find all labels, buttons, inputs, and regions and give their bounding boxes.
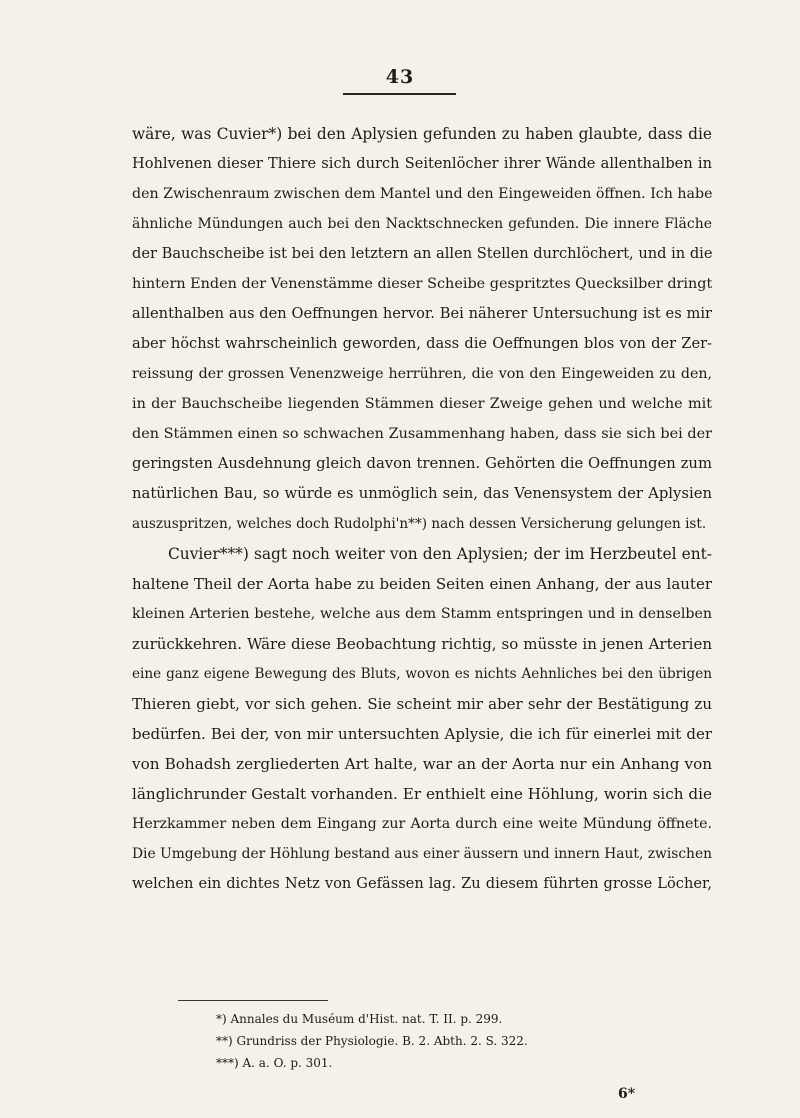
signature-mark: 6* [618,1086,636,1102]
text-line: eine ganz eigene Bewegung des Bluts, wovon es nichts Aehnliches bei den übrigen [132,666,712,682]
page-number: 43 [385,66,415,88]
text-line: Cuvier***) sagt noch weiter von den Aplysien; der im Herzbeutel ent- [168,545,712,563]
text-line: den Zwischenraum zwischen dem Mantel und den Eingeweiden öffnen. Ich habe [132,186,713,202]
text-line: reissung der grossen Venenzweige herrühren, die von den Eingeweiden zu den, [132,366,712,382]
footnote-rule [178,1000,328,1001]
text-line: Herzkammer neben dem Eingang zur Aorta durch eine weite Mündung öffnete. [132,816,712,832]
text-line: haltene Theil der Aorta habe zu beiden Seiten einen Anhang, der aus lauter [132,575,712,593]
text-line: hintern Enden der Venenstämme dieser Scheibe gespritztes Quecksilber dringt [132,276,713,292]
text-line: von Bohadsh zergliederten Art halte, war an der Aorta nur ein Anhang von [132,755,712,773]
text-line: aber höchst wahrscheinlich geworden, dass die Oeffnungen blos von der Zer- [132,335,712,352]
footnote: **) Grundriss der Physiologie. B. 2. Abth. 2. S. 322. [216,1034,528,1048]
text-line: Hohlvenen dieser Thiere sich durch Seitenlöcher ihrer Wände allenthalben in [132,155,712,172]
text-line: der Bauchscheibe ist bei den letztern an allen Stellen durchlöchert, und in die [132,245,713,262]
text-line: in der Bauchscheibe liegenden Stämmen dieser Zweige gehen und welche mit [132,396,712,412]
text-line: natürlichen Bau, so würde es unmöglich sein, das Venensystem der Aplysien [132,485,712,502]
text-line: länglichrunder Gestalt vorhanden. Er enthielt eine Höhlung, worin sich die [132,785,712,803]
footnote: *) Annales du Muséum d'Hist. nat. T. II. p. 299. [216,1012,503,1026]
text-line: welchen ein dichtes Netz von Gefässen lag. Zu diesem führten grosse Löcher, [132,875,712,892]
text-line: Die Umgebung der Höhlung bestand aus einer äussern und innern Haut, zwischen [132,846,712,862]
text-line: allenthalben aus den Oeffnungen hervor. Bei näherer Untersuchung ist es mir [132,305,712,322]
text-line: ähnliche Mündungen auch bei den Nacktschnecken gefunden. Die innere Fläche [132,216,712,232]
text-line: kleinen Arterien bestehe, welche aus dem Stamm entspringen und in denselben [132,606,712,622]
text-line: Thieren giebt, vor sich gehen. Sie scheint mir aber sehr der Bestätigung zu [132,695,712,713]
text-line: auszuspritzen, welches doch Rudolphi'n**) nach dessen Versicherung gelungen ist. [132,516,707,532]
header-rule [343,93,456,95]
footnote: ***) A. a. O. p. 301. [216,1056,333,1070]
text-line: wäre, was Cuvier*) bei den Aplysien gefunden zu haben glaubte, dass die [132,125,712,143]
text-line: zurückkehren. Wäre diese Beobachtung richtig, so müsste in jenen Arterien [132,635,712,653]
text-line: den Stämmen einen so schwachen Zusammenhang haben, dass sie sich bei der [132,426,712,442]
text-line: geringsten Ausdehnung gleich davon trennen. Gehörten die Oeffnungen zum [132,455,712,472]
text-line: bedürfen. Bei der, von mir untersuchten Aplysie, die ich für einerlei mit der [132,725,712,743]
